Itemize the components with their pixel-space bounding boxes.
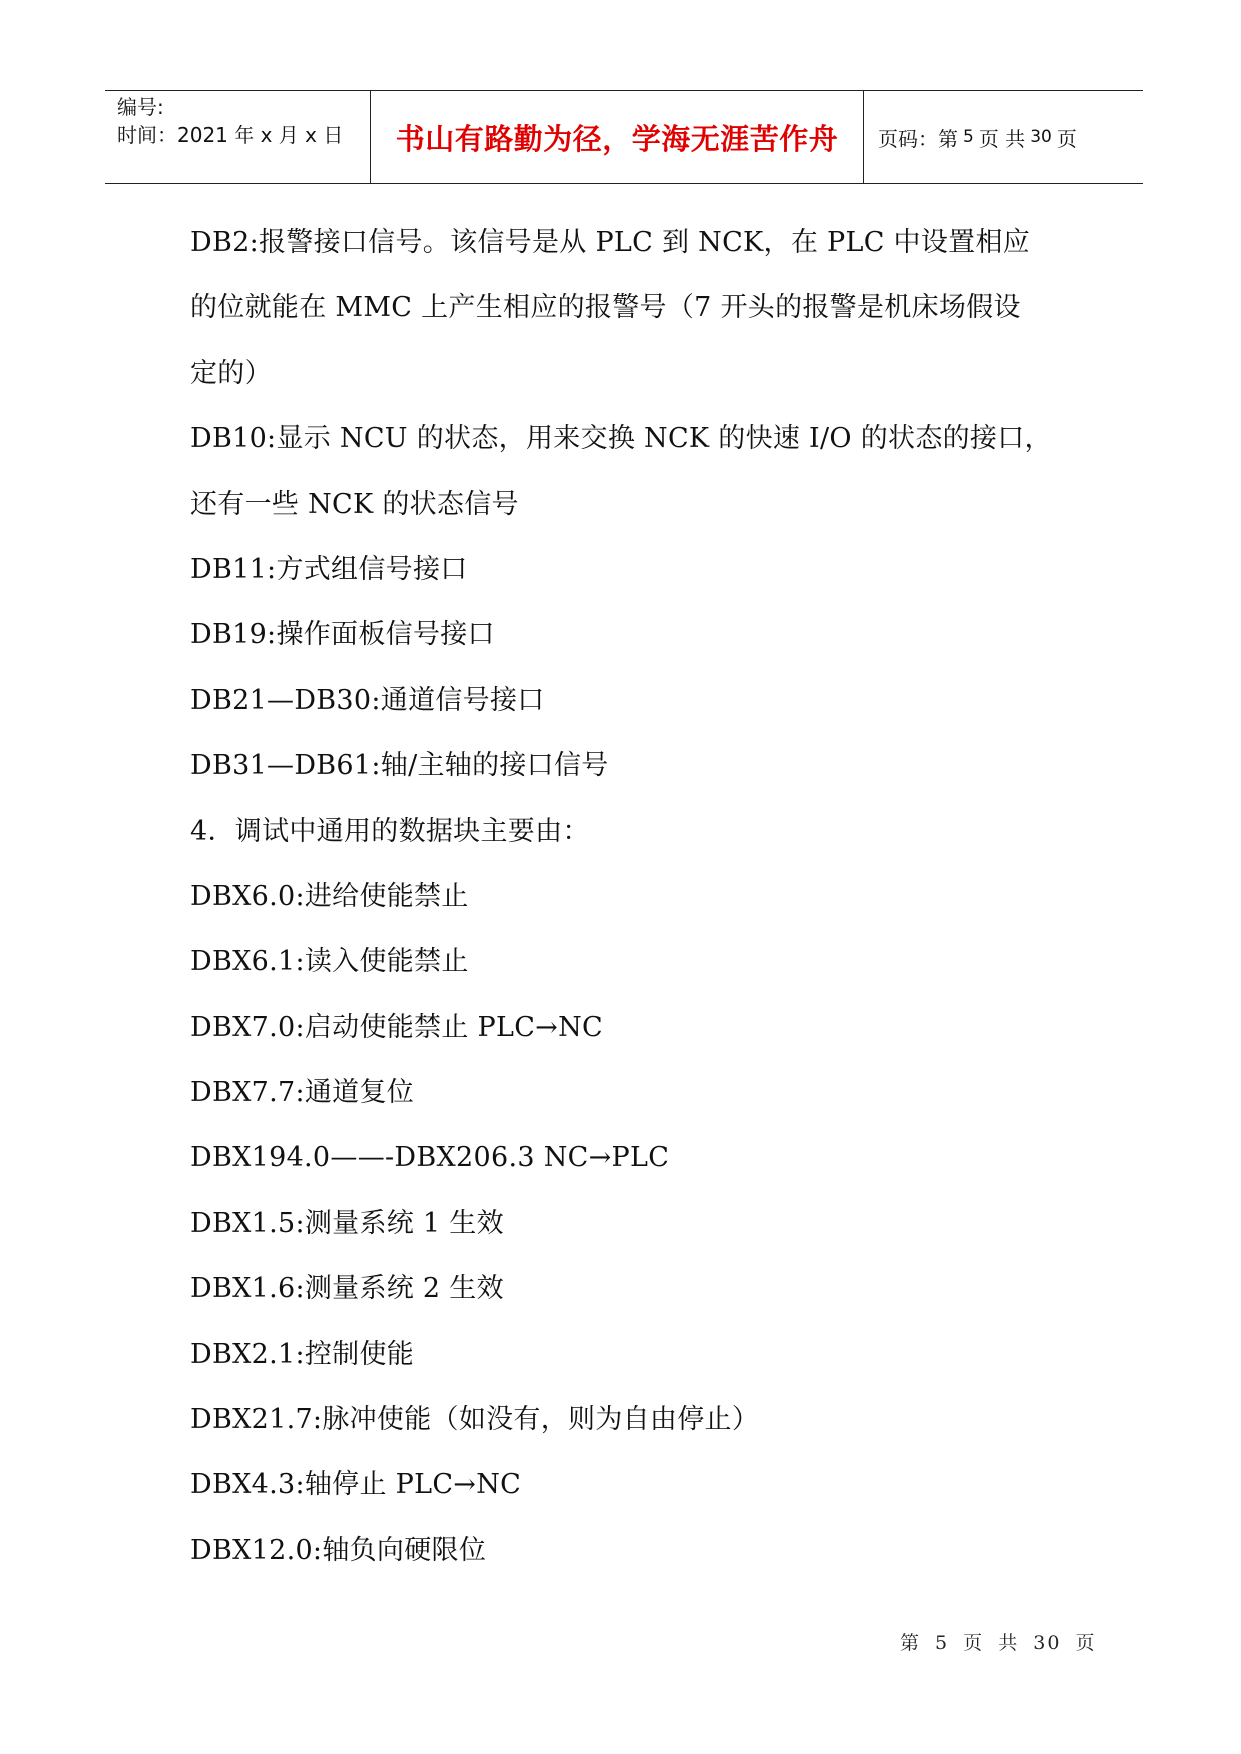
- text-line: DBX1.5:测量系统 1 生效: [190, 1207, 504, 1239]
- page-suffix: 页: [1056, 126, 1077, 151]
- page-prefix: 页码：第: [878, 126, 958, 151]
- text-line: DBX6.1:读入使能禁止: [190, 946, 469, 978]
- text-line: 定的）: [190, 357, 272, 389]
- text-line: 的位就能在 MMC 上产生相应的报警号（7 开头的报警是机床场假设: [190, 292, 1021, 324]
- document-body: [190, 210, 1090, 1583]
- document-number-label: 编号:: [117, 95, 164, 119]
- text-line: DBX4.3:轴停止 PLC→NC: [190, 1469, 522, 1501]
- text-line: DBX194.0——-DBX206.3 NC→PLC: [190, 1142, 670, 1174]
- text-line: DBX21.7:脉冲使能（如没有，则为自由停止）: [190, 1404, 760, 1436]
- text-line: DBX2.1:控制使能: [190, 1338, 415, 1370]
- header-meta: [105, 91, 370, 183]
- page-header: [105, 90, 1143, 184]
- text-line: 还有一些 NCK 的状态信号: [190, 488, 519, 520]
- text-line: DB31—DB61:轴/主轴的接口信号: [190, 750, 609, 782]
- text-line: DB10:显示 NCU 的状态，用来交换 NCK 的快速 I/O 的状态的接口，: [190, 423, 1052, 455]
- page-total: 30: [1030, 127, 1052, 147]
- text-line: DBX7.7:通道复位: [190, 1077, 415, 1109]
- header-motto: 书山有路勤为径，学海无涯苦作舟: [395, 121, 839, 156]
- text-line: DBX6.0:进给使能禁止: [190, 880, 469, 912]
- text-line: DB19:操作面板信号接口: [190, 619, 495, 651]
- header-page-info: [864, 91, 1143, 183]
- text-line: DB2:报警接口信号。该信号是从 PLC 到 NCK，在 PLC 中设置相应: [190, 227, 1031, 258]
- text-line: DBX12.0:轴负向硬限位: [190, 1534, 487, 1566]
- page-footer: 第 5 页 共 30 页: [900, 1632, 1097, 1654]
- text-line: DBX7.0:启动使能禁止 PLC→NC: [190, 1011, 603, 1043]
- page-middle: 页 共: [978, 126, 1026, 151]
- document-time-label: 时间：2021 年 x 月 x 日: [117, 123, 344, 147]
- text-line: 4．调试中通用的数据块主要由：: [190, 815, 590, 847]
- page-current: 5: [963, 127, 974, 147]
- text-line: DBX1.6:测量系统 2 生效: [190, 1273, 504, 1305]
- text-line: DB11:方式组信号接口: [190, 553, 468, 585]
- text-line: DB21—DB30:通道信号接口: [190, 684, 545, 716]
